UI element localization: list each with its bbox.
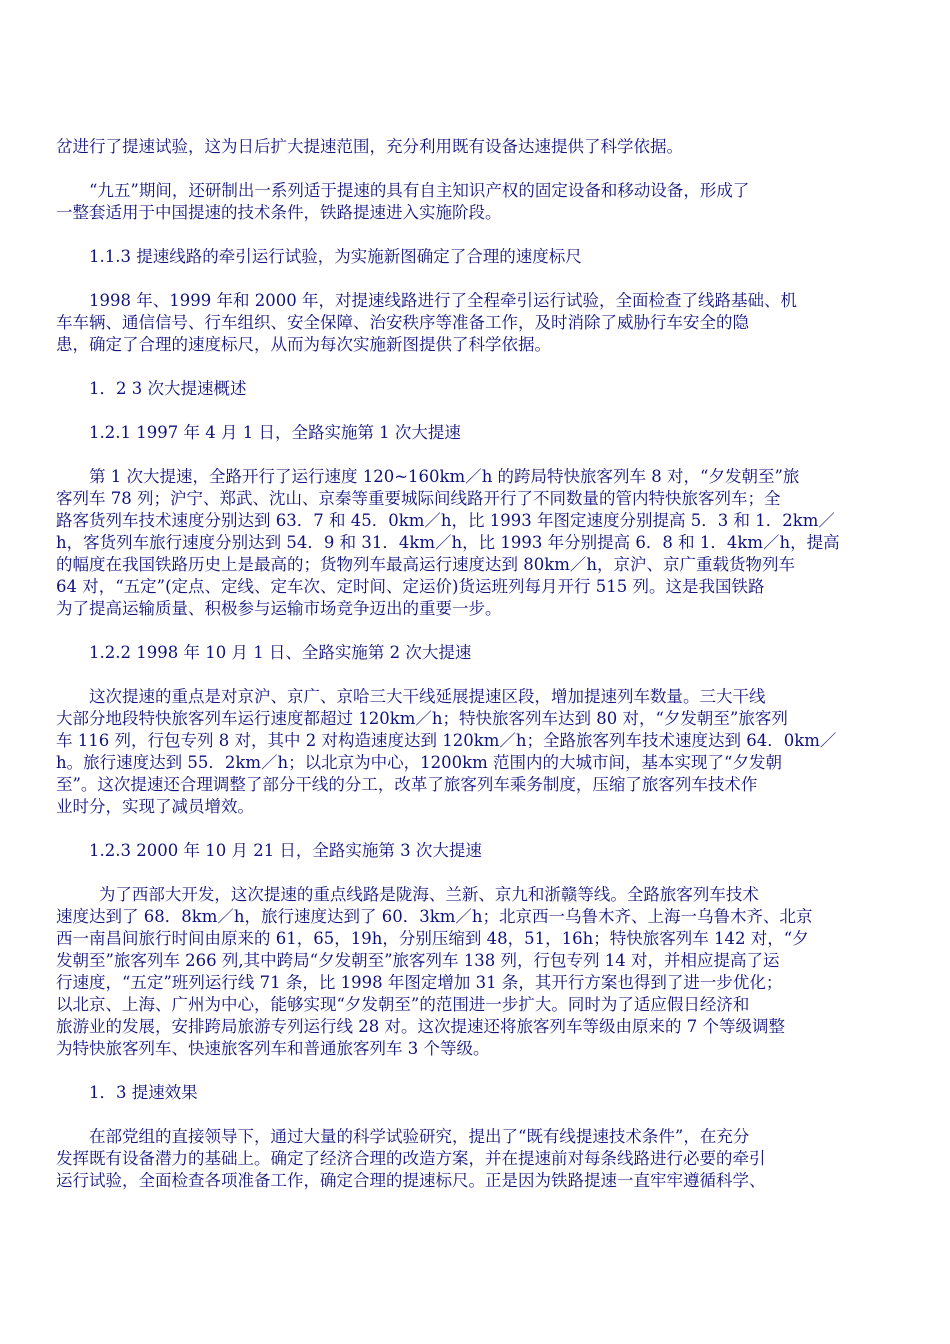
paragraph-second-speedup: 这次提速的重点是对京沪、京广、京哈三大干线延展提速区段，增加提速列车数量。三大干线 大部分地段特快旅客列车运行速度都超过 120km／h；特快旅客列车达到 80 对，“夕发朝至”旅客列 车 116 列，行包专列 8 对，其中 2 对构造速度达到 120km／h；全路旅客列车技术速度达到 64．0km／ h。旅行速度达到 55．2km／h；以北京为中心，1200km 范围内的大城市间，基本实现了“夕发朝 至”。这次提速还合理调整了部分干线的分工，改革了旅客列车乘务制度，压缩了旅客列车技术作 业时分，实现了减员增效。: [56, 687, 837, 816]
paragraph-traction-test: 1998 年、1999 年和 2000 年，对提速线路进行了全程牵引运行试验，全面检查了线路基础、机 车车辆、通信信号、行车组织、安全保障、治安秩序等准备工作，及时消除了威胁行车安全的隐 患，确定了合理的速度标尺，从而为每次实施新图提供了科学依据。: [56, 291, 797, 354]
heading-1-3: 1．3 提速效果: [89, 1083, 198, 1102]
paragraph-speedup-effect: 在部党组的直接领导下，通过大量的科学试验研究，提出了“既有线提速技术条件”，在充分 发挥既有设备潜力的基础上。确定了经济合理的改造方案，并在提速前对每条线路进行必要的牵引 运行试验，全面检查各项准备工作，确定合理的提速标尺。正是因为铁路提速一直牢牢遵循科学、: [56, 1127, 766, 1190]
heading-1-2: 1．2 3 次大提速概述: [89, 379, 247, 398]
paragraph-ninth-five-year: “九五”期间，还研制出一系列适于提速的具有自主知识产权的固定设备和移动设备，形成了 一整套适用于中国提速的技术条件，铁路提速进入实施阶段。: [56, 181, 750, 222]
paragraph-switch-test: 岔进行了提速试验，这为日后扩大提速范围，充分利用既有设备达速提供了科学依据。: [56, 137, 683, 156]
paragraph-third-speedup: 为了西部大开发，这次提速的重点线路是陇海、兰新、京九和浙赣等线。全路旅客列车技术 速度达到了 68．8km／h，旅行速度达到了 60．3km／h；北京西一乌鲁木齐、上海一乌鲁木齐、北京 西一南昌间旅行时间由原来的 61，65，19h，分别压缩到 48，51，16h；特快旅客列车 142 对，“夕 发朝至”旅客列车 266 列,其中跨局“夕发朝至”旅客列车 138 列，行包专列 14 对，并相应提高了运 行速度，“五定”班列运行线 71 条，比 1998 年图定增加 31 条，其开行方案也得到了进一步优化； 以北京、上海、广州为中心，能够实现“夕发朝至”的范围进一步扩大。同时为了适应假日经济和 旅游业的发展，安排跨局旅游专列运行线 28 对。这次提速还将旅客列车等级由原来的 7 个等级调整 为特快旅客列车、快速旅客列车和普通旅客列车 3 个等级。: [56, 885, 813, 1058]
heading-1-1-3: 1.1.3 提速线路的牵引运行试验，为实施新图确定了合理的速度标尺: [89, 247, 582, 266]
paragraph-first-speedup: 第 1 次大提速，全路开行了运行速度 120~160km／h 的跨局特快旅客列车 8 对，“夕发朝至”旅 客列车 78 列；沪宁、郑武、沈山、京秦等重要城际间线路开行了不同数量的管内特快旅客列车；全 路客货列车技术速度分别达到 63．7 和 45．0km／h，比 1993 年图定速度分别提高 5．3 和 1．2km／ h，客货列车旅行速度分别达到 54．9 和 31．4km／h，比 1993 年分别提高 6．8 和 1．4km／h，提高 的幅度在我国铁路历史上是最高的；货物列车最高运行速度达到 80km／h，京沪、京广重载货物列车 64 对，“五定”(定点、定线、定车次、定时间、定运价)货运班列每月开行 515 列。这是我国铁路 为了提高运输质量、积极参与运输市场竞争迈出的重要一步。: [56, 467, 840, 618]
heading-1-2-1: 1.2.1 1997 年 4 月 1 日，全路实施第 1 次大提速: [89, 423, 461, 442]
heading-1-2-3: 1.2.3 2000 年 10 月 21 日，全路实施第 3 次大提速: [89, 841, 482, 860]
heading-1-2-2: 1.2.2 1998 年 10 月 1 日、全路实施第 2 次大提速: [89, 643, 472, 662]
document-page: [56, 136, 896, 1214]
